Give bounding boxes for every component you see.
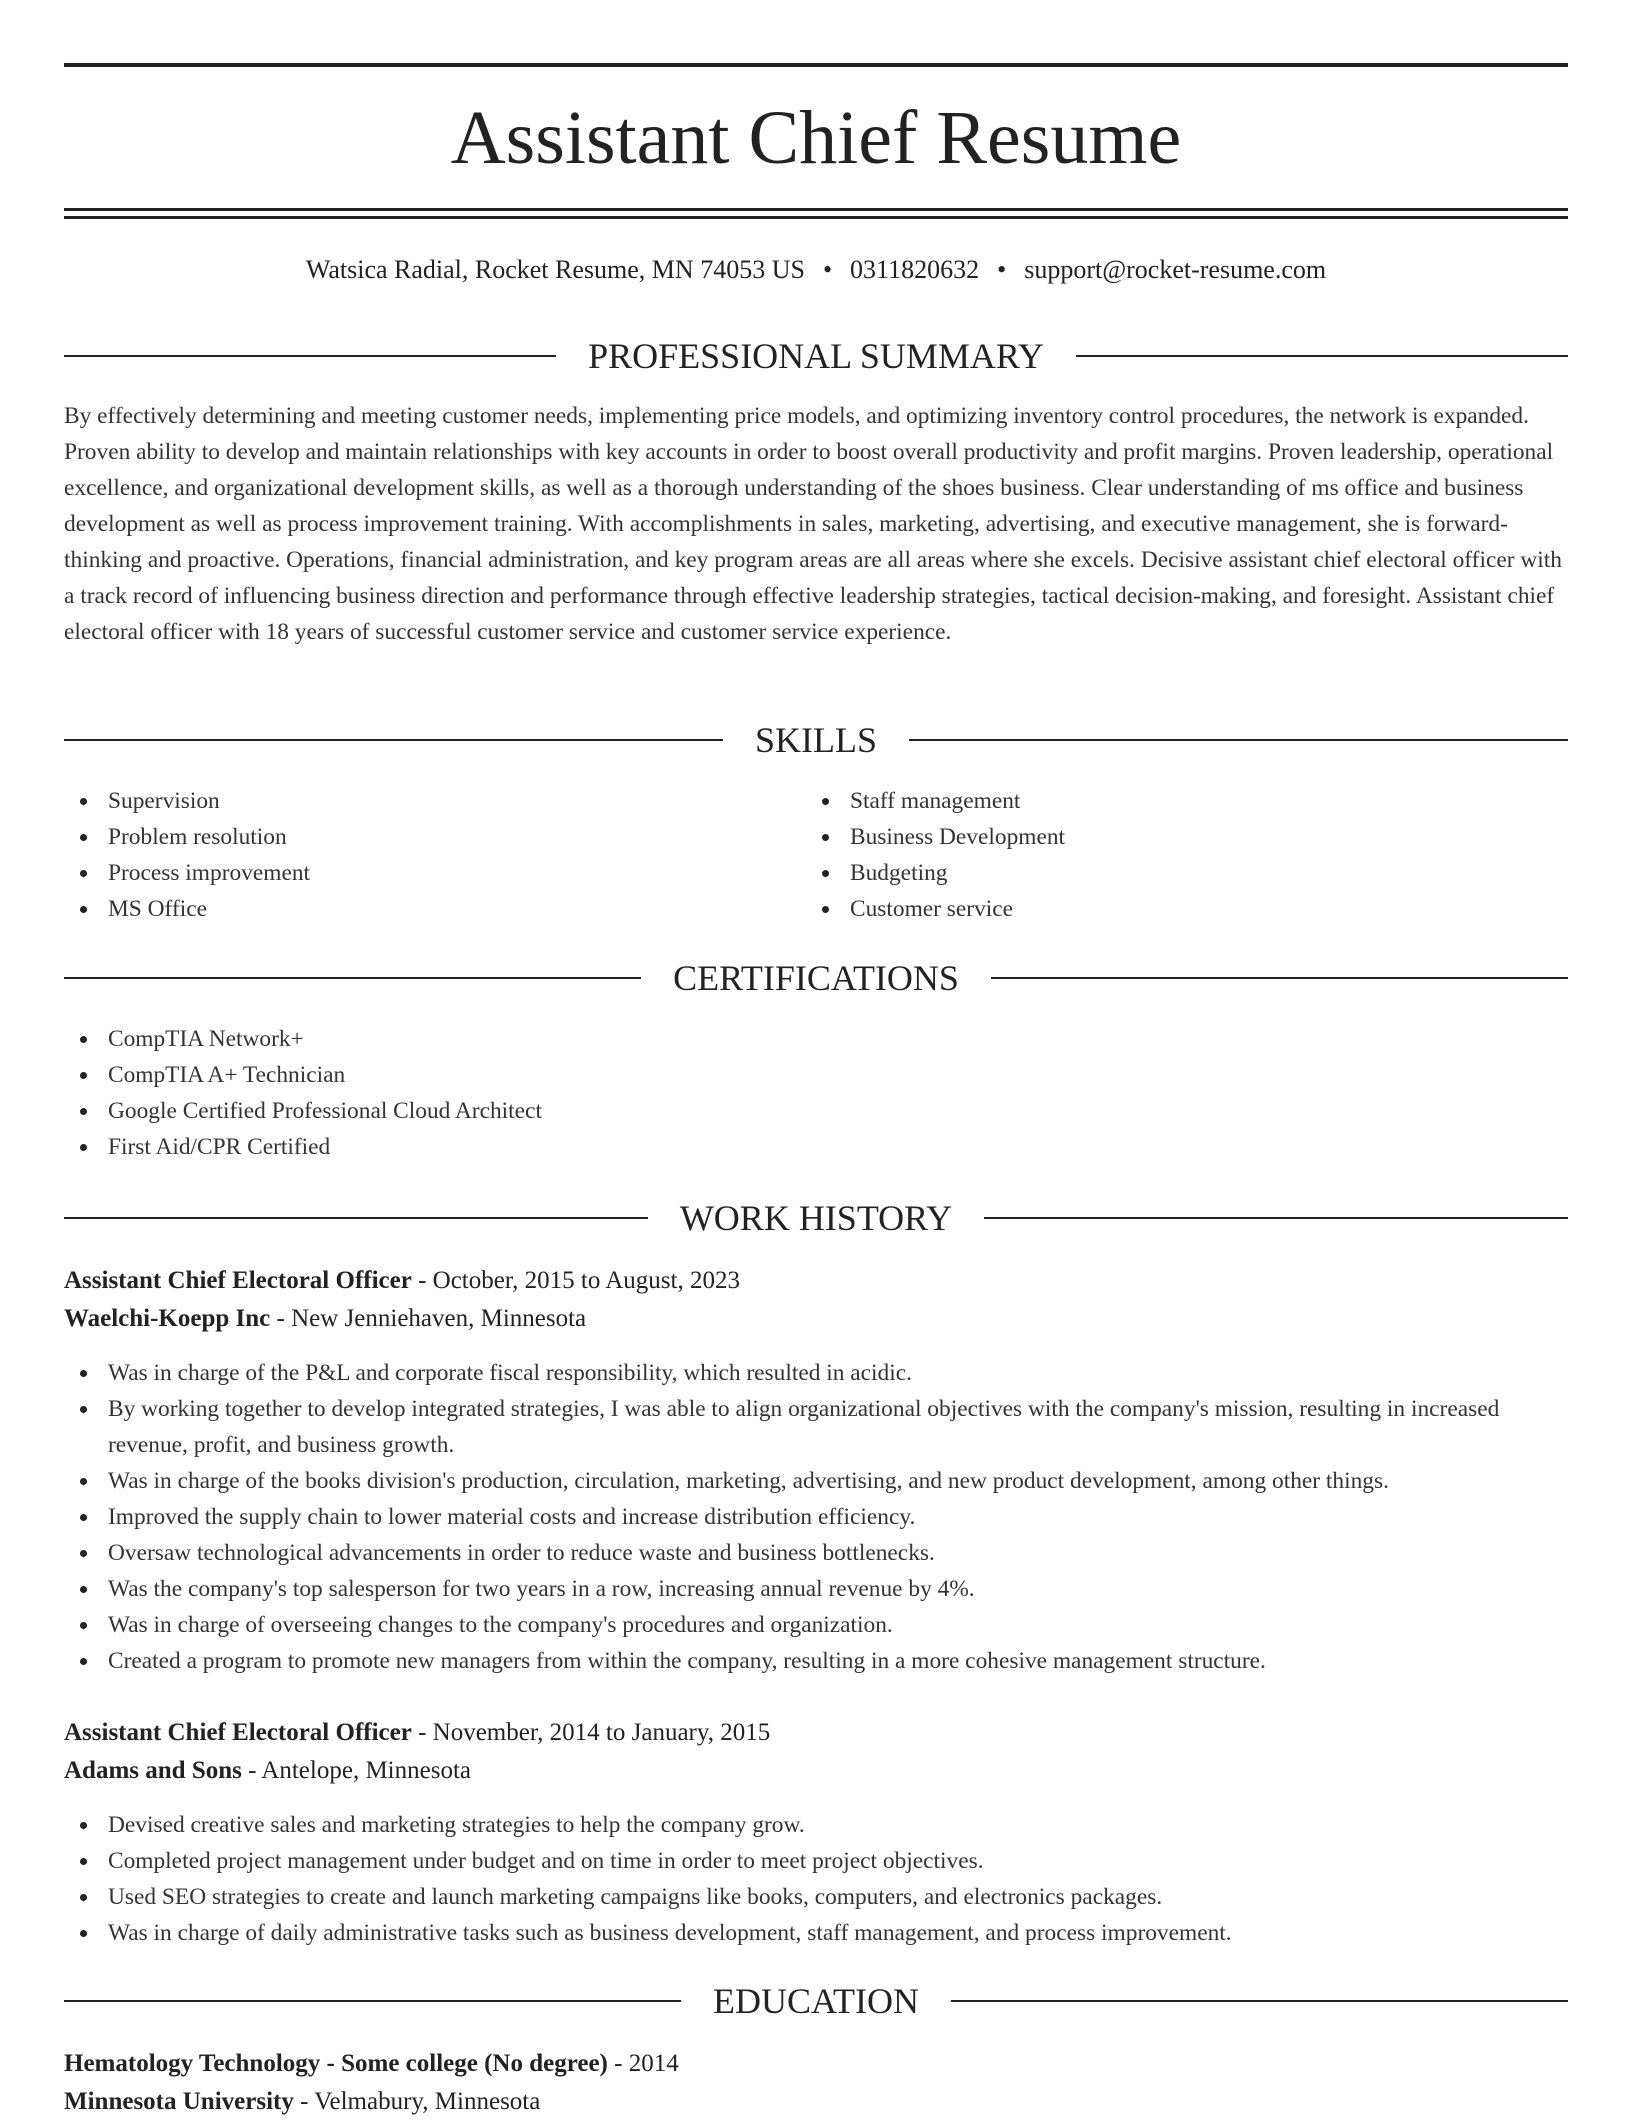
job-bullet: Was in charge of the P&L and corporate fiscal responsibility, which resulted in acidic. — [64, 1355, 1504, 1391]
skill-item: Budgeting — [806, 855, 1506, 891]
job-bullet: Improved the supply chain to lower material costs and increase distribution efficiency. — [64, 1499, 1504, 1535]
certification-item: First Aid/CPR Certified — [64, 1129, 1568, 1165]
skill-item: Business Development — [806, 819, 1506, 855]
job-bullet: Was the company's top salesperson for two years in a row, increasing annual revenue by 4%. — [64, 1571, 1504, 1607]
job-bullet: Devised creative sales and marketing strategies to help the company grow. — [64, 1807, 1568, 1843]
certification-item: CompTIA A+ Technician — [64, 1057, 1568, 1093]
divider — [909, 739, 1568, 741]
divider — [1076, 355, 1568, 357]
skill-item: Staff management — [806, 783, 1506, 819]
education-degree-line — [64, 2045, 1568, 2083]
skills-list-right — [806, 783, 1506, 927]
section-title: CERTIFICATIONS — [673, 958, 959, 998]
job-title: Assistant Chief Electoral Officer — [64, 1267, 412, 1294]
section-education-heading — [64, 1979, 1568, 2023]
address: Watsica Radial, Rocket Resume, MN 74053 US — [305, 255, 805, 284]
divider — [64, 1217, 648, 1219]
section-summary-heading — [64, 334, 1568, 378]
skill-item: Customer service — [806, 891, 1506, 927]
title-rule-lower — [64, 216, 1568, 219]
skill-item: Supervision — [64, 783, 764, 819]
section-title: WORK HISTORY — [679, 1198, 953, 1238]
section-title: EDUCATION — [713, 1981, 919, 2021]
school-location: - Velmabury, Minnesota — [293, 2088, 541, 2115]
company-location: - Antelope, Minnesota — [241, 1757, 471, 1784]
job-bullet: Was in charge of daily administrative tasks such as business development, staff management, and process improvement. — [64, 1915, 1568, 1951]
section-certifications-heading — [64, 956, 1568, 1000]
skills-list-left — [64, 783, 764, 927]
divider — [64, 739, 723, 741]
job-title: Assistant Chief Electoral Officer — [64, 1719, 412, 1746]
job-bullet: Was in charge of the books division's production, circulation, marketing, advertising, and new product development, among other things. — [64, 1463, 1504, 1499]
company-name: Adams and Sons — [64, 1757, 242, 1784]
section-title: PROFESSIONAL SUMMARY — [588, 336, 1044, 376]
separator-dot: • — [997, 255, 1007, 284]
education-school-line — [64, 2083, 1568, 2121]
skill-item: MS Office — [64, 891, 764, 927]
email-link[interactable]: support@rocket-resume.com — [1024, 255, 1327, 284]
divider — [64, 977, 641, 979]
job-bullet: By working together to develop integrated strategies, I was able to align organizational objectives with the company's mission, resulting in increased revenue, profit, and business growth. — [64, 1391, 1504, 1463]
section-title: SKILLS — [755, 720, 878, 760]
education-year: - 2014 — [607, 2050, 679, 2077]
skill-item: Problem resolution — [64, 819, 764, 855]
job-bullet: Completed project management under budget and on time in order to meet project objectives. — [64, 1843, 1568, 1879]
section-work-history-heading — [64, 1196, 1568, 1240]
job-dates: - October, 2015 to August, 2023 — [411, 1267, 740, 1294]
top-rule — [64, 63, 1568, 67]
job-2-title-line — [64, 1714, 1568, 1752]
resume-title: Assistant Chief Resume — [450, 96, 1182, 180]
job-bullet: Was in charge of overseeing changes to the company's procedures and organization. — [64, 1607, 1504, 1643]
job-1-bullets — [64, 1355, 1504, 1679]
company-name: Waelchi-Koepp Inc — [64, 1305, 271, 1332]
section-skills-heading — [64, 718, 1568, 762]
divider — [64, 355, 556, 357]
skill-item: Process improvement — [64, 855, 764, 891]
job-dates: - November, 2014 to January, 2015 — [411, 1719, 771, 1746]
job-bullet: Oversaw technological advancements in order to reduce waste and business bottlenecks. — [64, 1535, 1504, 1571]
job-2-company-line — [64, 1752, 1568, 1790]
professional-summary-text: By effectively determining and meeting customer needs, implementing price models, and optimizing inventory control procedures, the network is expanded. Proven ability to develop and maintain relationships with key accounts in order to boost overall productivity and profit margins. Proven leadership, operational excellence, and organizational development skills, as well as a thorough understanding of the shoes business. Clear understanding of ms office and business development as well as process improvement training. With accomplishments in sales, marketing, advertising, and executive management, she is forward-thinking and proactive. Operations, financial administration, and key program areas are all areas where she excels. Decisive assistant chief electoral officer with a track record of influencing business direction and performance through effective leadership strategies, tactical decision-making, and foresight. Assistant chief electoral officer with 18 years of successful customer service and customer service experience. — [64, 403, 1562, 645]
certifications-list — [64, 1021, 1568, 1165]
job-1-title-line — [64, 1262, 1568, 1300]
divider — [951, 2000, 1568, 2002]
job-1-company-line — [64, 1300, 1568, 1338]
divider — [991, 977, 1568, 979]
certification-item: CompTIA Network+ — [64, 1021, 1568, 1057]
job-2-bullets — [64, 1807, 1568, 1951]
job-bullet: Used SEO strategies to create and launch marketing campaigns like books, computers, and electronics packages. — [64, 1879, 1568, 1915]
divider — [984, 1217, 1568, 1219]
degree: Hematology Technology - Some college (No degree) — [64, 2050, 608, 2077]
company-location: - New Jenniehaven, Minnesota — [270, 1305, 587, 1332]
contact-line — [0, 252, 1632, 288]
school-name: Minnesota University — [64, 2088, 294, 2115]
job-bullet: Created a program to promote new managers from within the company, resulting in a more cohesive management structure. — [64, 1643, 1504, 1679]
certification-item: Google Certified Professional Cloud Architect — [64, 1093, 1568, 1129]
divider — [64, 2000, 681, 2002]
title-rule-upper — [64, 208, 1568, 211]
separator-dot: • — [822, 255, 833, 284]
phone: 0311820632 — [850, 255, 980, 284]
